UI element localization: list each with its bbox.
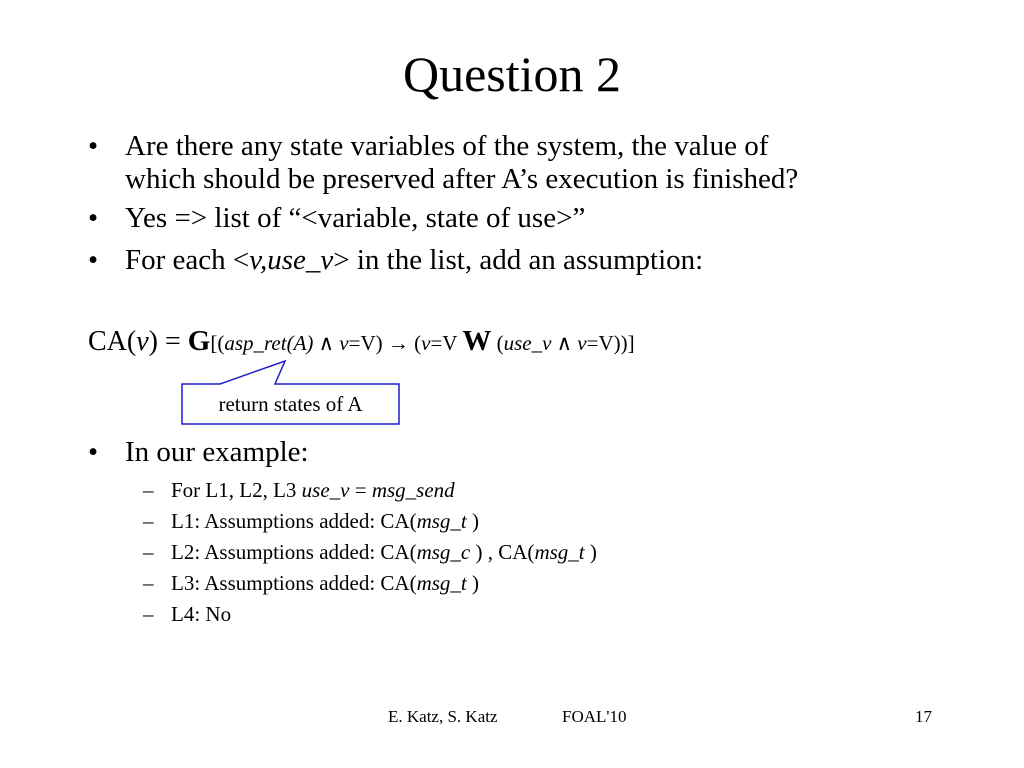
bullet-text: In our example:: [125, 436, 309, 468]
bullet-marker: •: [88, 202, 99, 234]
angle-open: <: [232, 244, 250, 276]
bullet-example: [88, 436, 309, 469]
sub-item-text: [171, 570, 479, 596]
bullet-text: Yes => list of “<variable, state of use>”: [125, 202, 586, 234]
formula-part: CA(: [88, 326, 137, 357]
sub-item-text-post: ): [466, 571, 480, 595]
bullet-marker: •: [88, 130, 99, 162]
formula-part: asp_ret(A): [224, 331, 319, 355]
formula-operator-w: W: [462, 325, 492, 357]
formula-part: use_v: [503, 331, 552, 355]
sub-item-text: [171, 508, 479, 534]
slide-title: Question 2: [402, 46, 622, 102]
sub-item-text-pre: L1: Assumptions added: CA(: [171, 509, 417, 533]
sub-item-text-pre: L3: Assumptions added: CA(: [171, 571, 417, 595]
bullet-text-pre: For each: [125, 244, 233, 276]
formula-part: v: [339, 331, 349, 355]
bullet-marker: •: [88, 436, 99, 468]
bullet-text-line-1: Are there any state variables of the system, the value of: [125, 130, 769, 162]
footer-page-number: 17: [915, 707, 932, 726]
formula-part: =V: [430, 331, 463, 355]
sub-item-text-post: ): [584, 540, 597, 564]
formula-part: =V))]: [586, 331, 635, 355]
footer-venue: FOAL'10: [562, 707, 627, 726]
formula-part: ∧: [551, 331, 578, 355]
sub-item-italic: msg_t: [416, 571, 467, 595]
bullet-text-line-2: which should be preserved after A’s execution is finished?: [125, 163, 799, 195]
sub-item-text: [171, 477, 455, 503]
bullet-marker: •: [88, 244, 99, 276]
sub-item-dash: –: [143, 602, 154, 626]
sub-item-italic: msg_t: [534, 540, 585, 564]
callout-label: return states of A: [218, 392, 363, 416]
formula-part: [(: [210, 331, 225, 355]
sub-item-dash: –: [143, 478, 154, 502]
sub-item-text: [171, 539, 597, 565]
formula-part: v: [136, 326, 149, 357]
sub-item-italic: use_v: [301, 478, 350, 502]
sub-item-dash: –: [143, 540, 154, 564]
formula-part: =V) → (: [348, 331, 422, 355]
formula-part: ) =: [148, 326, 188, 357]
sub-item-text-mid: =: [349, 478, 372, 502]
sub-item-text-pre: L2: Assumptions added: CA(: [171, 540, 417, 564]
formula-part: v: [577, 331, 587, 355]
formula-part: (: [491, 331, 504, 355]
sub-item-italic: msg_t: [416, 509, 467, 533]
sub-item-text-pre: For L1, L2, L3: [171, 478, 302, 502]
sub-item-italic: msg_send: [371, 478, 455, 502]
formula-part: ∧: [318, 331, 340, 355]
sub-item-text-mid: ) , CA(: [470, 540, 535, 564]
footer-authors: E. Katz, S. Katz: [388, 707, 498, 726]
angle-close: >: [333, 244, 350, 276]
bullet-text-italic: v,use_v: [249, 244, 334, 276]
sub-item-dash: –: [143, 571, 154, 595]
sub-item-italic: msg_c: [416, 540, 471, 564]
bullet-text-post: in the list, add an assumption:: [349, 244, 704, 276]
sub-item-text: L4: No: [171, 602, 232, 626]
formula-part: v: [421, 331, 431, 355]
formula-operator-g: G: [187, 325, 211, 357]
sub-item-dash: –: [143, 509, 154, 533]
sub-item-text-post: ): [466, 509, 480, 533]
